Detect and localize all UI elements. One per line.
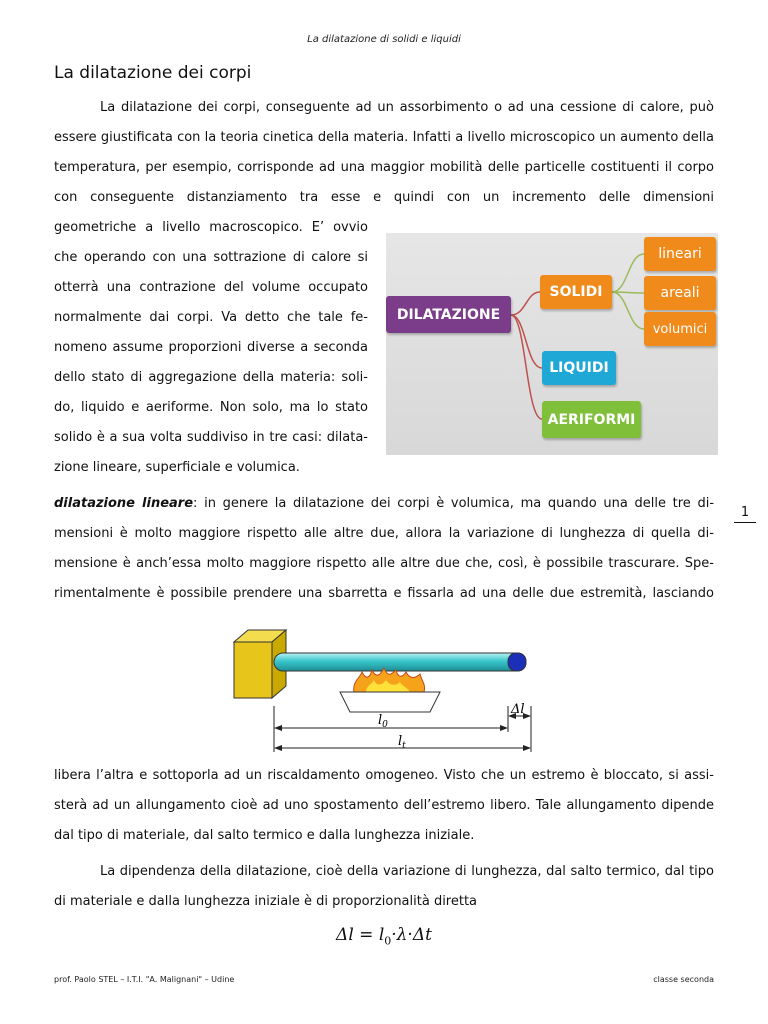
node-aeriformi: AERIFORMI — [542, 401, 641, 438]
page-number: 1 — [734, 505, 756, 523]
rod-diagram-svg — [226, 620, 542, 760]
paragraph-intro: La dilatazione dei corpi, conseguente ad un assorbimento o ad una cessione di calore, può essere giustificata con la teoria cinetica della materia. Infatti a livello microscopico un aumento della temperatura, per esempio, corrisponde ad una maggior mobilità delle particelle costituenti il corpo con conseguente distanziamento tra esse e quindi con un incremento delle dimensioni — [54, 100, 714, 205]
footer-author: prof. Paolo STEL – I.T.I. "A. Malignani" – Udine — [54, 975, 235, 984]
node-dilatazione: DILATAZIONE — [386, 296, 511, 333]
formula-rhs: ·λ·Δt — [391, 925, 432, 945]
dilation-formula — [0, 925, 768, 947]
label-delta-l: Δl — [511, 702, 525, 717]
burner-icon — [340, 692, 440, 712]
running-header: La dilatazione di solidi e liquidi — [307, 34, 461, 45]
rod-expansion-figure — [226, 620, 542, 760]
label-l0: $l_0$ — [378, 713, 388, 730]
node-lineari: lineari — [644, 237, 716, 271]
node-areali: areali — [644, 276, 716, 310]
flame-icon — [354, 668, 425, 692]
paragraph-proportionality: La dipendenza della dilatazione, cioè della variazione di lunghezza, dal salto termico, dal tipo di materiale e dalla lunghezza iniziale è di proporzionalità diretta — [54, 864, 714, 909]
paragraph-heating: libera l’altra e sottoporla ad un riscaldamento omogeneo. Visto che un estremo è bloccato, si assisterà ad un allungamento cioè ad uno spostamento dell’estremo libero. Tale allungamento dipende dal tipo di materiale, dal salto termico e dalla lunghezza iniziale. — [54, 768, 714, 843]
paragraph-beside-diagram: geometriche a livello macroscopico. E’ ovvio che operando con una sottrazione di calore si otterrà una contrazione del volume occupato normalmente dai corpi. Va detto che tale fenomeno assume proporzioni diverse a seconda dello stato di aggregazione della materia: solido, liquido e aeriforme. Non solo, ma lo stato solido è a sua volta suddiviso in tre casi: dilatazione lineare, superficiale e volumica. — [54, 220, 368, 475]
rod-icon — [274, 653, 526, 671]
paragraph-linear-dilation — [54, 489, 714, 609]
section-title: La dilatazione dei corpi — [54, 63, 252, 83]
node-volumici: volumici — [644, 312, 716, 346]
node-solidi: SOLIDI — [540, 275, 612, 309]
dilatazione-mind-map — [386, 233, 718, 455]
green-connectors — [612, 254, 644, 329]
red-connectors — [511, 292, 542, 419]
label-lt: $l_t$ — [398, 734, 406, 751]
formula-lhs: Δl = l — [336, 925, 385, 945]
node-liquidi: LIQUIDI — [542, 351, 616, 385]
paragraph-linear-dilation-text: : in genere la dilatazione dei corpi è volumica, ma quando una delle tre dimensioni è molto maggiore rispetto alle altre due, allora la variazione di lunghezza di quella dimensione è anch’essa molto maggiore rispetto alle altre due che, così, è possibile trascurare. Sperimentalmente è possibile prendere una sbarretta e fissarla ad una delle due estremità, lasciando — [54, 496, 715, 601]
term-dilatazione-lineare: dilatazione lineare — [54, 496, 194, 511]
formula-subscript: 0 — [384, 934, 392, 948]
footer-class: classe seconda — [653, 975, 714, 984]
